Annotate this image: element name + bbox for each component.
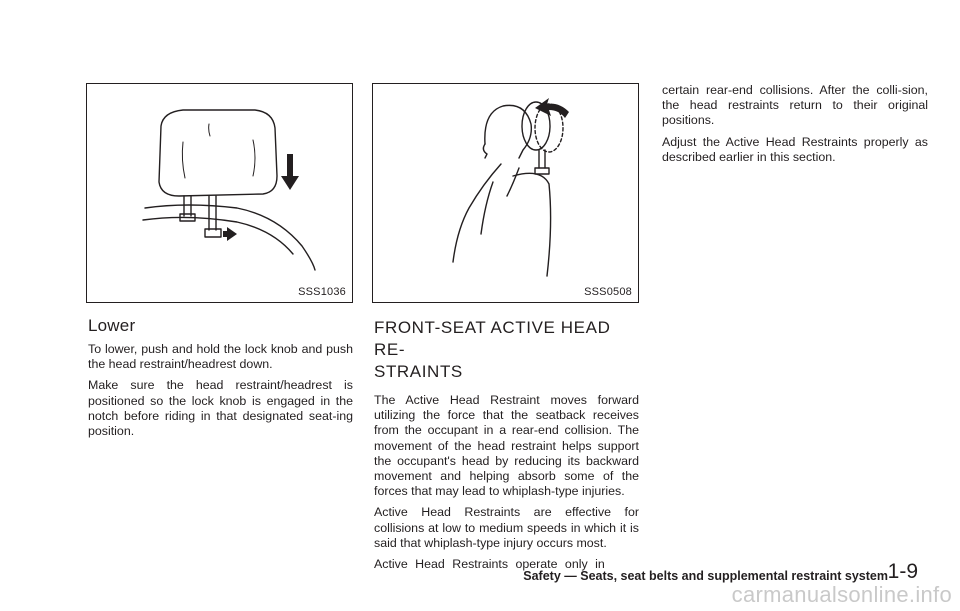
section-heading-active-head-restraints [374,317,639,383]
active-head-restraint-illustration [373,84,640,304]
footer-section-title: Safety — Seats, seat belts and supplemental restraint system [523,569,888,583]
figure-head-restraint-lower [86,83,353,303]
figure-active-head-restraint [372,83,639,303]
paragraph: certain rear-end collisions. After the colli-sion, the head restraints return to their original positions. [662,83,928,128]
left-column [88,316,353,445]
head-restraint-lower-illustration [87,84,354,304]
paragraph: Make sure the head restraint/headrest is positioned so the lock knob is engaged in the notch before riding in that designated seat-ing position. [88,378,353,439]
paragraph: To lower, push and hold the lock knob and push the head restraint/headrest down. [88,342,353,372]
heading-line-1: FRONT-SEAT ACTIVE HEAD RE- [374,318,611,359]
paragraph: The Active Head Restraint moves forward utilizing the force that the seatback receives from the occupant in a rear-end collision. The movement of the head restraint helps support the occupant's head by reducing its backward movement and helping absorb some of the forces that may lead to whiplash-type injuries. [374,393,639,499]
page-number: 1-9 [887,560,918,583]
middle-column [374,317,639,578]
right-column [662,83,928,171]
section-heading-lower: Lower [88,316,136,335]
paragraph: Active Head Restraints operate only in [374,557,605,572]
paragraph: Adjust the Active Head Restraints properly as described earlier in this section. [662,134,928,164]
figure-code: SSS0508 [584,286,632,298]
heading-line-2: STRAINTS [374,362,463,381]
paragraph: Active Head Restraints are effective for collisions at low to medium speeds in which it is said that whiplash-type injury occurs most. [374,505,639,550]
watermark-text: carmanualsonline.info [731,582,952,607]
figure-code: SSS1036 [298,286,346,298]
